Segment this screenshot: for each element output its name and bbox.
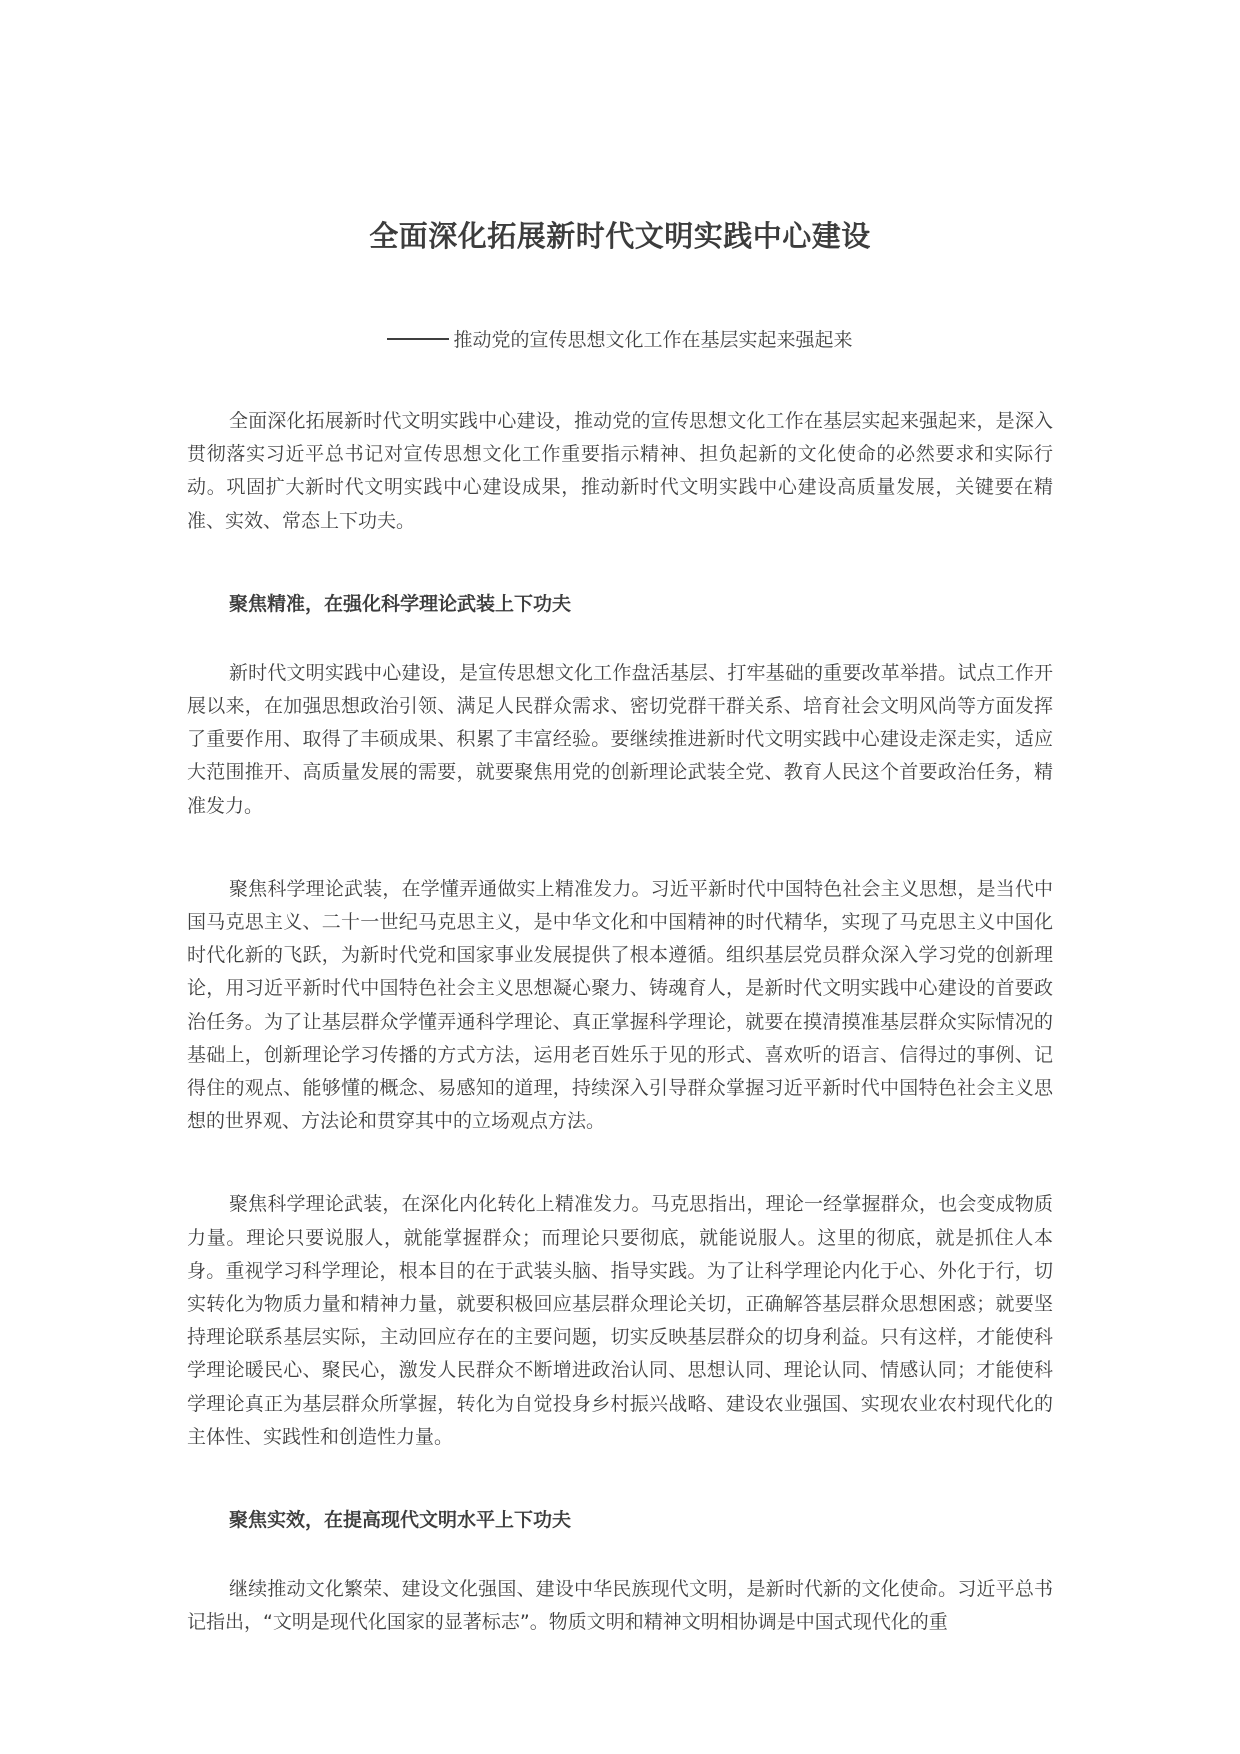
section-heading-precision: 聚焦精准，在强化科学理论武装上下功夫 — [229, 592, 572, 615]
section-heading-effectiveness: 聚焦实效，在提高现代文明水平上下功夫 — [229, 1509, 572, 1532]
paragraph-theory-study: 聚焦科学理论武装，在学懂弄通做实上精准发力。习近平新时代中国特色社会主义思想，是当代中国马克思主义、二十一世纪马克思主义，是中华文化和中国精神的时代精华，实现了马克思主义中国化时代化新的飞跃，为新时代党和国家事业发展提供了根本遵循。组织基层党员群众深入学习党的创新理论，用习近平新时代中国特色社会主义思想凝心聚力、铸魂育人，是新时代文明实践中心建设的首要政治任务。为了让基层群众学懂弄通科学理论、真正掌握科学理论，就要在摸清摸准基层群众实际情况的基础上，创新理论学习传播的方式方法，运用老百姓乐于见的形式、喜欢听的语言、信得过的事例、记得住的观点、能够懂的概念、易感知的道理，持续深入引导群众掌握习近平新时代中国特色社会主义思想的世界观、方法论和贯穿其中的立场观点方法。 — [187, 877, 1053, 1133]
paragraph-theory-internalize: 聚焦科学理论武装，在深化内化转化上精准发力。马克思指出，理论一经掌握群众，也会变成物质力量。理论只要说服人，就能掌握群众；而理论只要彻底，就能说服人。这里的彻底，就是抓住人本身。重视学习科学理论，根本目的在于武装头脑、指导实践。为了让科学理论内化于心、外化于行，切实转化为物质力量和精神力量，就要积极回应基层群众理论关切，正确解答基层群众思想困惑；就要坚持理论联系基层实际，主动回应存在的主要问题，切实反映基层群众的切身利益。只有这样，才能使科学理论暖民心、聚民心，激发人民群众不断增进政治认同、思想认同、理论认同、情感认同；才能使科学理论真正为基层群众所掌握，转化为自觉投身乡村振兴战略、建设农业强国、实现农业农村现代化的主体性、实践性和创造性力量。 — [187, 1193, 1053, 1448]
page-title: 全面深化拓展新时代文明实践中心建设 — [369, 219, 871, 253]
subtitle-text: 推动党的宣传思想文化工作在基层实起来强起来 — [453, 329, 853, 351]
subtitle — [0, 324, 1240, 356]
paragraph-practice-center: 新时代文明实践中心建设，是宣传思想文化工作盘活基层、打牢基础的重要改革举措。试点工作开展以来，在加强思想政治引领、满足人民群众需求、密切党群干群关系、培育社会文明风尚等方面发挥了重要作用、取得了丰硕成果、积累了丰富经验。要继续推进新时代文明实践中心建设走深走实，适应大范围推开、高质量发展的需要，就要聚焦用党的创新理论武装全党、教育人民这个首要政治任务，精准发力。 — [187, 661, 1053, 817]
em-dash-line — [387, 338, 449, 340]
paragraph-intro: 全面深化拓展新时代文明实践中心建设，推动党的宣传思想文化工作在基层实起来强起来，是深入贯彻落实习近平总书记对宣传思想文化工作重要指示精神、担负起新的文化使命的必然要求和实际行动。巩固扩大新时代文明实践中心建设成果，推动新时代文明实践中心建设高质量发展，关键要在精准、实效、常态上下功夫。 — [187, 410, 1053, 532]
paragraph-cultural-mission: 继续推动文化繁荣、建设文化强国、建设中华民族现代文明，是新时代新的文化使命。习近平总书记指出，“文明是现代化国家的显著标志”。物质文明和精神文明相协调是中国式现代化的重 — [187, 1578, 1053, 1634]
article-body — [187, 405, 1053, 1639]
